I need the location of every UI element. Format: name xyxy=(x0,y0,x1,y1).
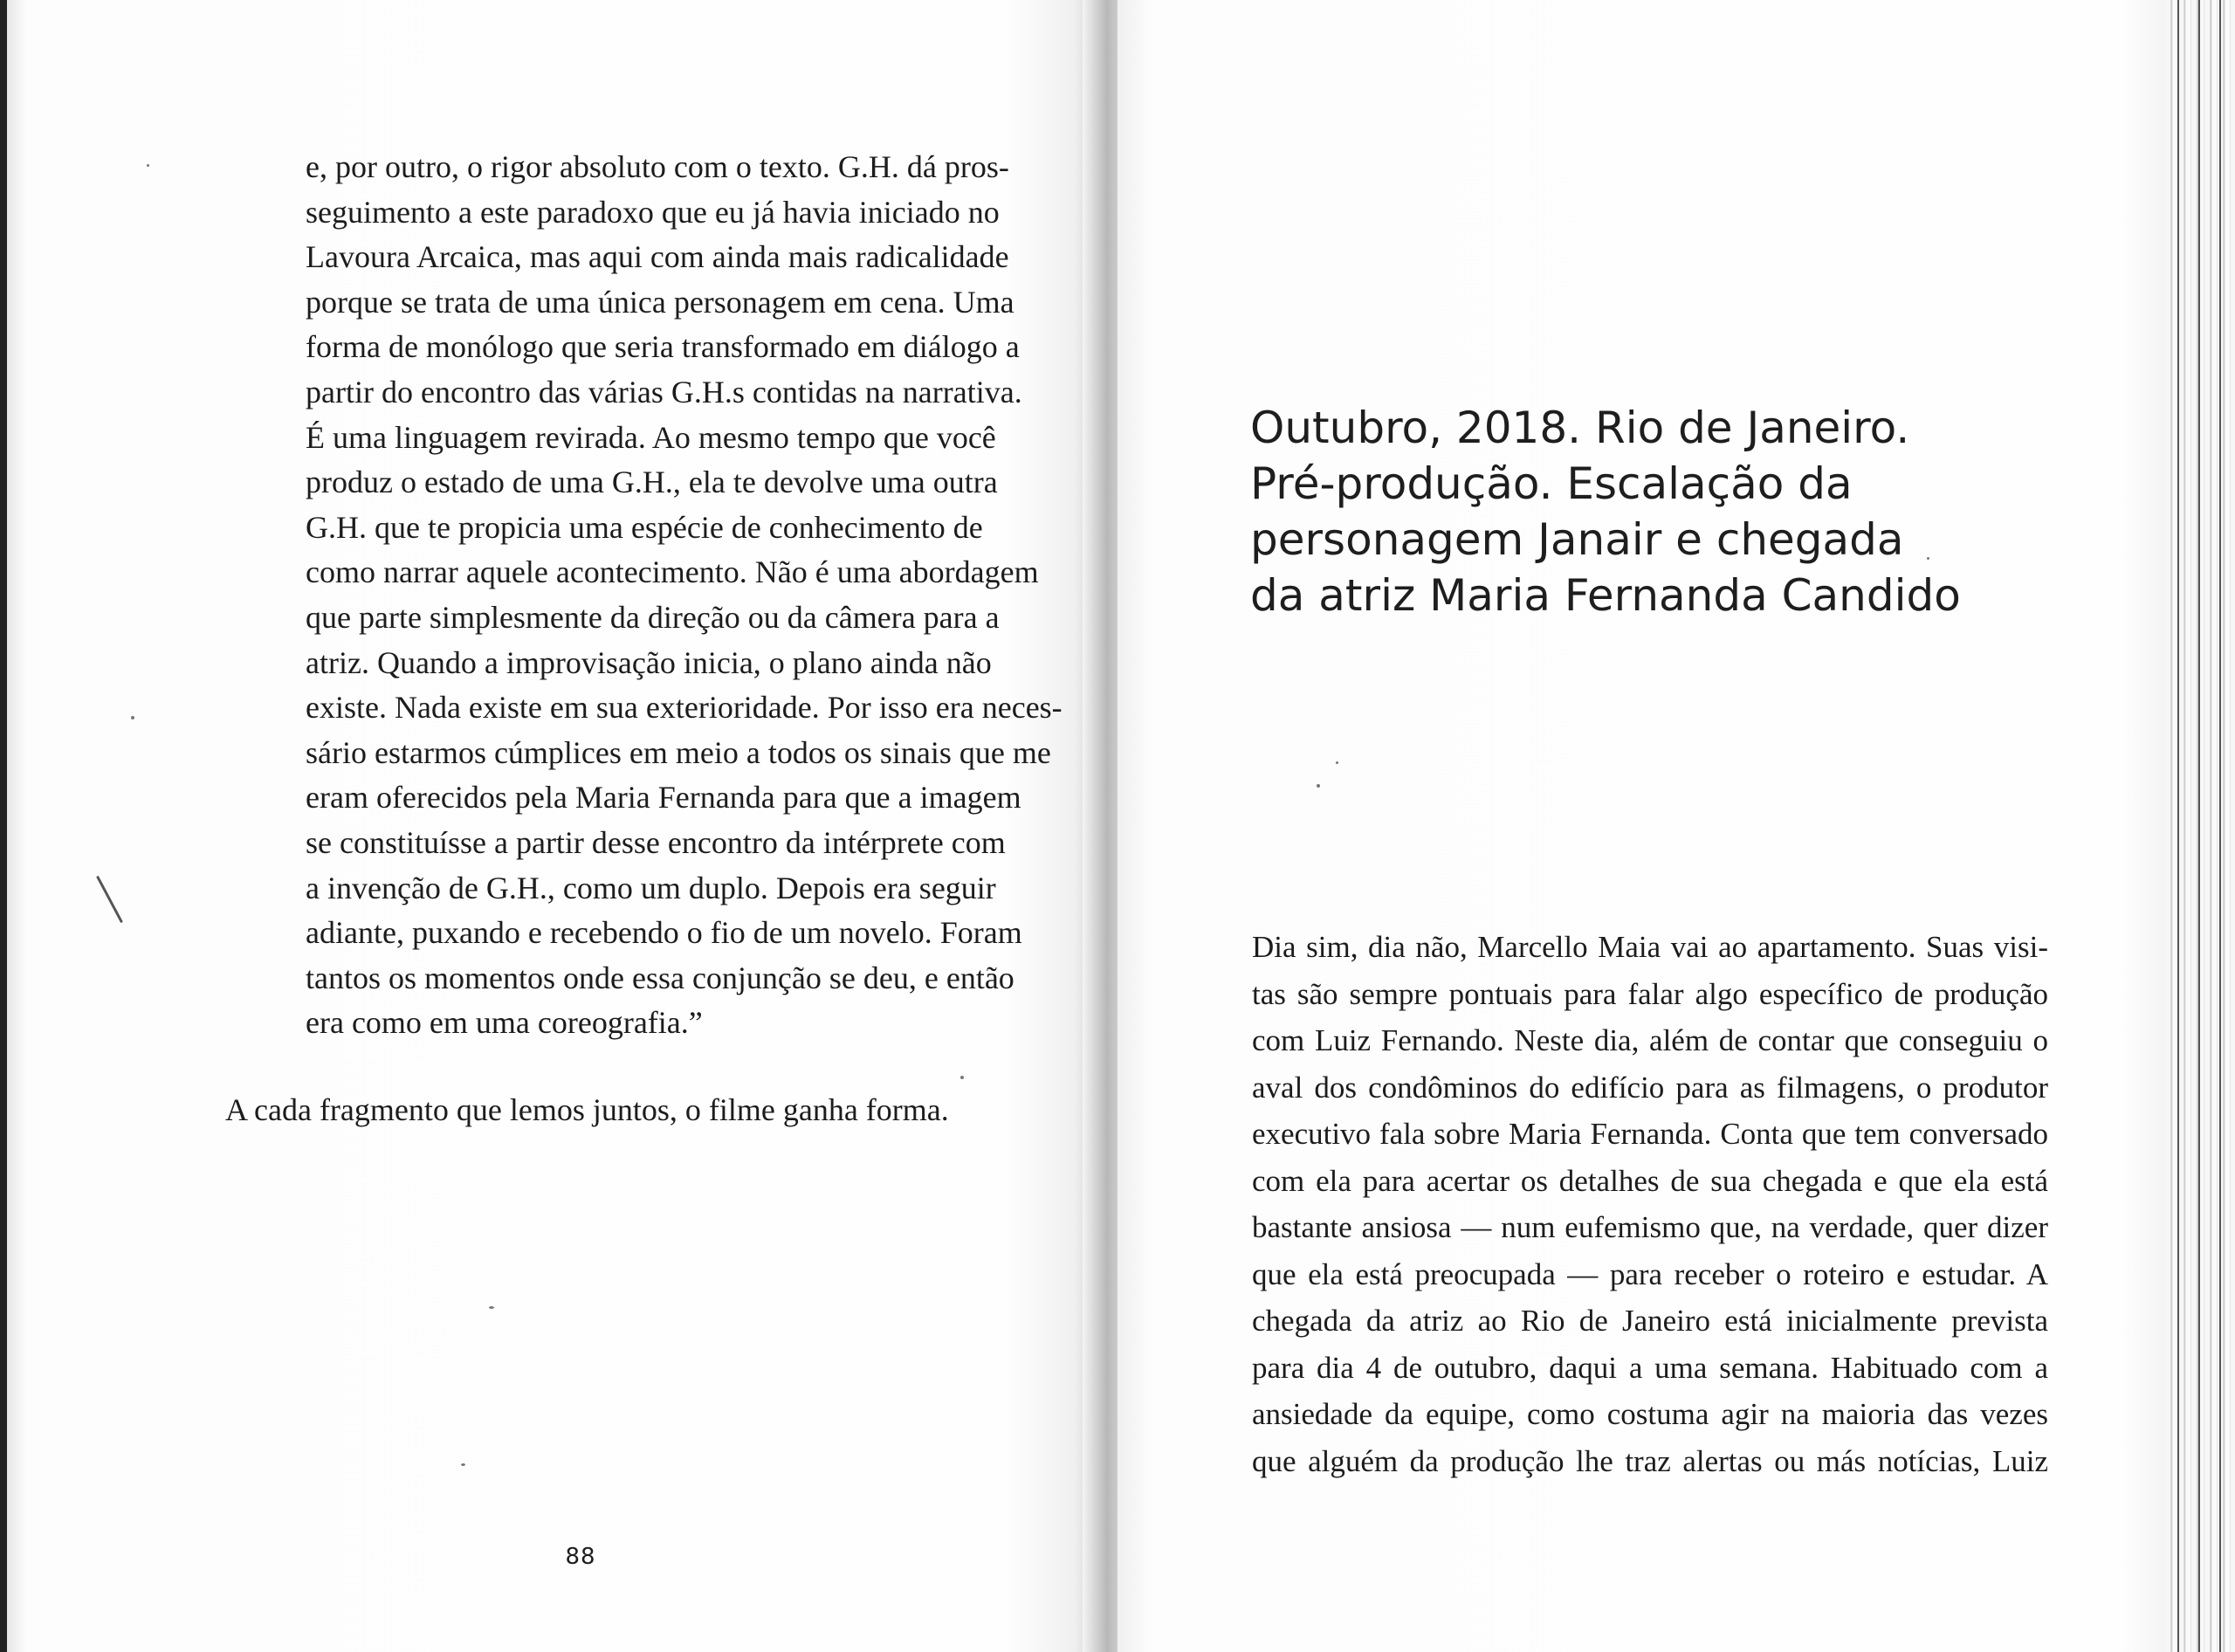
quote-line: como narrar aquele acontecimento. Não é uma abordagem xyxy=(306,554,1039,590)
page-number: 88 xyxy=(565,1544,596,1570)
quote-line: porque se trata de uma única personagem em cena. Uma xyxy=(306,284,1014,320)
quote-line: era como em uma coreografia.” xyxy=(306,1005,703,1041)
page-edges xyxy=(2165,0,2235,1652)
body-line: executivo fala sobre Maria Fernanda. Conta que tem conversado xyxy=(1252,1117,2048,1151)
quote-line: Lavoura Arcaica, mas aqui com ainda mais radicalidade xyxy=(306,239,1009,275)
quote-line: seguimento a este paradoxo que eu já havia iniciado no xyxy=(306,194,1000,230)
scan-speck xyxy=(461,1463,465,1466)
quote-line: partir do encontro das várias G.H.s contidas na narrativa. xyxy=(306,374,1022,410)
page-edge-line xyxy=(2219,0,2221,1652)
body-line: aval dos condôminos do edifício para as filmagens, o produtor xyxy=(1252,1070,2048,1105)
quote-line: existe. Nada existe em sua exterioridade. Por isso era neces- xyxy=(306,690,1062,726)
quote-line: e, por outro, o rigor absoluto com o texto. G.H. dá pros- xyxy=(306,149,1009,184)
block-quote xyxy=(306,145,1062,1046)
quote-line: a invenção de G.H., como um duplo. Depois era seguir xyxy=(306,870,996,905)
body-line: que ela está preocupada — para receber o roteiro e estudar. A xyxy=(1252,1256,2048,1291)
quote-line: G.H. que te propicia uma espécie de conhecimento de xyxy=(306,509,983,545)
heading-line: Outubro, 2018. Rio de Janeiro. xyxy=(1250,403,1910,453)
quote-line: produz o estado de uma G.H., ela te devolve uma outra xyxy=(306,465,998,500)
body-line: com Luiz Fernando. Neste dia, além de contar que conseguiu o xyxy=(1252,1023,2048,1057)
body-line: que alguém da produção lhe traz alertas ou más notícias, Luiz xyxy=(1252,1443,2048,1478)
heading-line: personagem Janair e chegada xyxy=(1250,514,1904,565)
left-page xyxy=(0,0,1107,1652)
quote-line: sário estarmos cúmplices em meio a todos os sinais que me xyxy=(306,734,1051,770)
quote-line: É uma linguagem revirada. Ao mesmo tempo que você xyxy=(306,419,996,455)
chapter-heading xyxy=(1250,400,2036,623)
quote-line: tantos os momentos onde essa conjunção se deu, e então xyxy=(306,960,1014,995)
scan-speck xyxy=(1927,557,1929,560)
heading-line: Pré-produção. Escalação da xyxy=(1250,458,1853,509)
body-line: Dia sim, dia não, Marcello Maia vai ao apartamento. Suas visi- xyxy=(1252,930,2048,964)
body-line: chegada da atriz ao Rio de Janeiro está inicialmente prevista xyxy=(1252,1304,2048,1338)
page-edge-line xyxy=(2177,0,2179,1652)
scan-speck xyxy=(1336,761,1338,764)
body-line: com ela para acertar os detalhes de sua chegada e que ela está xyxy=(1252,1163,2048,1198)
body-line: para dia 4 de outubro, daqui a uma semana. Habituado com a xyxy=(1252,1350,2048,1385)
closing-paragraph: A cada fragmento que lemos juntos, o filme ganha forma. xyxy=(225,1092,949,1127)
quote-line: se constituísse a partir desse encontro da intérprete com xyxy=(306,824,1006,860)
scan-speck xyxy=(960,1076,964,1079)
body-line: tas são sempre pontuais para falar algo específico de produção xyxy=(1252,976,2048,1011)
body-line: bastante ansiosa — num eufemismo que, na verdade, quer dizer xyxy=(1252,1210,2048,1244)
scan-speck xyxy=(1317,784,1320,788)
quote-line: atriz. Quando a improvisação inicia, o plano ainda não xyxy=(306,644,992,680)
quote-line: eram oferecidos pela Maria Fernanda para que a imagem xyxy=(306,780,1021,816)
quote-line: adiante, puxando e recebendo o fio de um novelo. Foram xyxy=(306,915,1022,951)
quote-line: forma de monólogo que seria transformado em diálogo a xyxy=(306,329,1020,365)
scan-speck xyxy=(147,164,149,167)
heading-line: da atriz Maria Fernanda Candido xyxy=(1250,570,1961,621)
body-text xyxy=(1252,924,2048,1484)
page-edge-line xyxy=(2198,0,2200,1652)
scan-speck xyxy=(131,716,134,719)
scan-speck xyxy=(489,1306,494,1309)
quote-line: que parte simplesmente da direção ou da câmera para a xyxy=(306,599,1000,635)
left-book-edge xyxy=(0,0,7,1652)
body-line: ansiedade da equipe, como costuma agir na maioria das vezes xyxy=(1252,1397,2048,1431)
